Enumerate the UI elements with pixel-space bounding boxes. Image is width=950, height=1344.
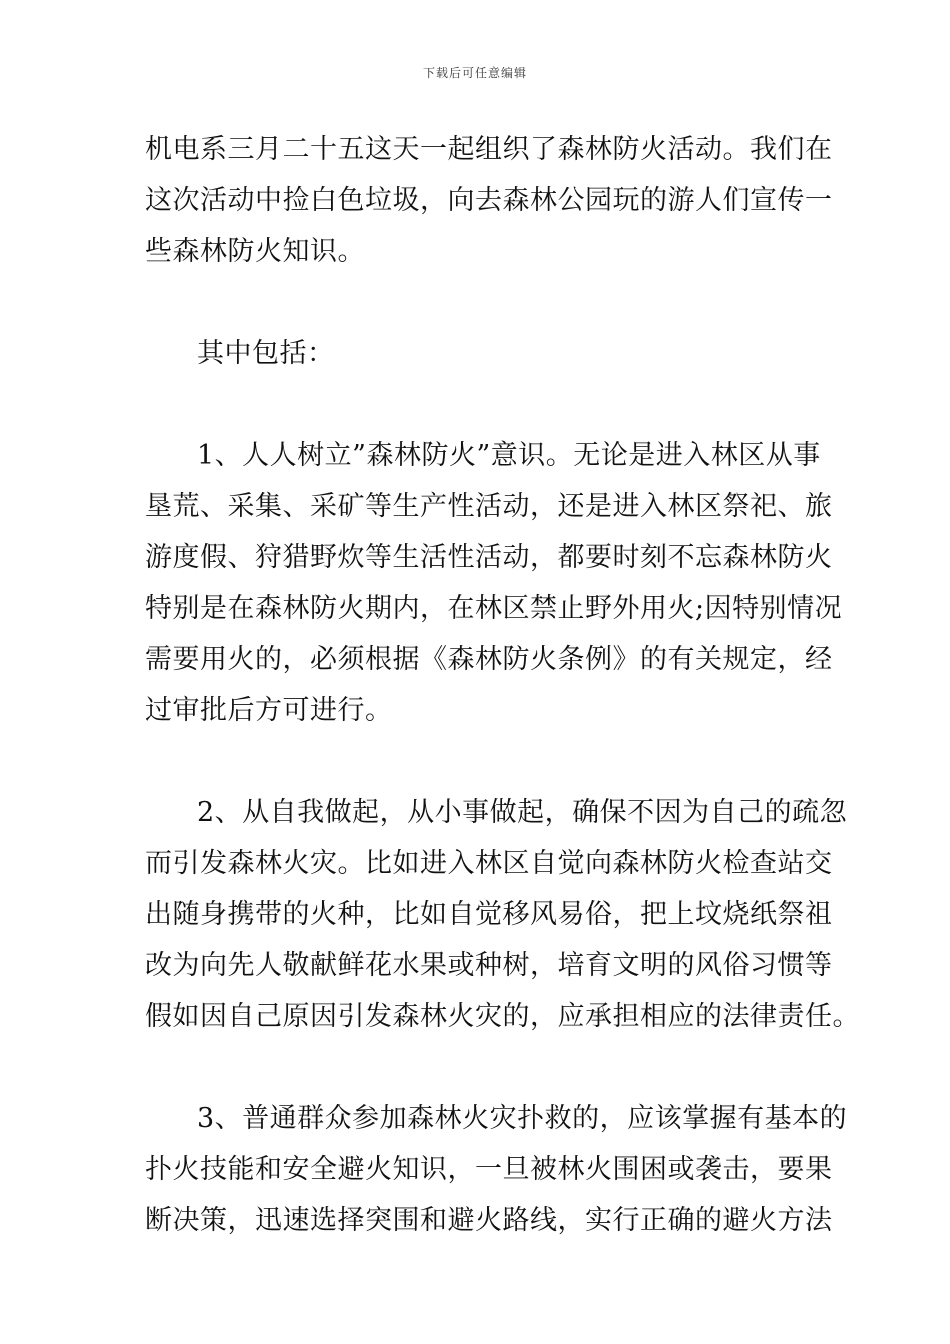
paragraph-gap bbox=[145, 379, 815, 430]
text-line: 游度假、狩猎野炊等生活性活动，都要时刻不忘森林防火 bbox=[145, 542, 833, 573]
text-line: 这次活动中捡白色垃圾，向去森林公园玩的游人们宣传一 bbox=[145, 185, 833, 216]
text-line: 出随身携带的火种，比如自觉移风易俗，把上坟烧纸祭祖 bbox=[145, 899, 833, 930]
text-line: 而引发森林火灾。比如进入林区自觉向森林防火检查站交 bbox=[145, 848, 833, 879]
text-line: 些森林防火知识。 bbox=[145, 236, 365, 267]
paragraph-gap bbox=[145, 277, 815, 328]
paragraph-item-1 bbox=[145, 430, 843, 736]
paragraph-intro bbox=[145, 124, 833, 277]
text-line: 扑火技能和安全避火知识，一旦被林火围困或袭击，要果 bbox=[145, 1154, 833, 1185]
page-header: 下载后可任意编辑 bbox=[422, 66, 527, 80]
text-line: 其中包括： bbox=[197, 338, 335, 369]
document-body bbox=[145, 124, 860, 1246]
paragraph-item-3 bbox=[145, 1093, 848, 1246]
text-line: 特别是在森林防火期内，在林区禁止野外用火;因特别情况 bbox=[145, 593, 843, 624]
paragraph-item-2 bbox=[145, 787, 860, 1042]
paragraph-including bbox=[145, 328, 815, 379]
text-line: 过审批后方可进行。 bbox=[145, 695, 393, 726]
text-line: 1、人人树立”森林防火”意识。无论是进入林区从事 bbox=[197, 440, 821, 471]
text-line: 机电系三月二十五这天一起组织了森林防火活动。我们在 bbox=[145, 134, 833, 165]
paragraph-gap bbox=[145, 736, 815, 787]
text-line: 垦荒、采集、采矿等生产性活动，还是进入林区祭祀、旅 bbox=[145, 491, 833, 522]
text-line: 假如因自己原因引发森林火灾的，应承担相应的法律责任。 bbox=[145, 1001, 860, 1032]
paragraph-gap bbox=[145, 1042, 815, 1093]
text-line: 2、从自我做起，从小事做起，确保不因为自己的疏忽 bbox=[197, 797, 848, 828]
text-line: 改为向先人敬献鲜花水果或种树，培育文明的风俗习惯等 bbox=[145, 950, 833, 981]
text-line: 3、普通群众参加森林火灾扑救的，应该掌握有基本的 bbox=[197, 1103, 848, 1134]
text-line: 断决策，迅速选择突围和避火路线，实行正确的避火方法 bbox=[145, 1205, 833, 1236]
text-line: 需要用火的，必须根据《森林防火条例》的有关规定，经 bbox=[145, 644, 833, 675]
